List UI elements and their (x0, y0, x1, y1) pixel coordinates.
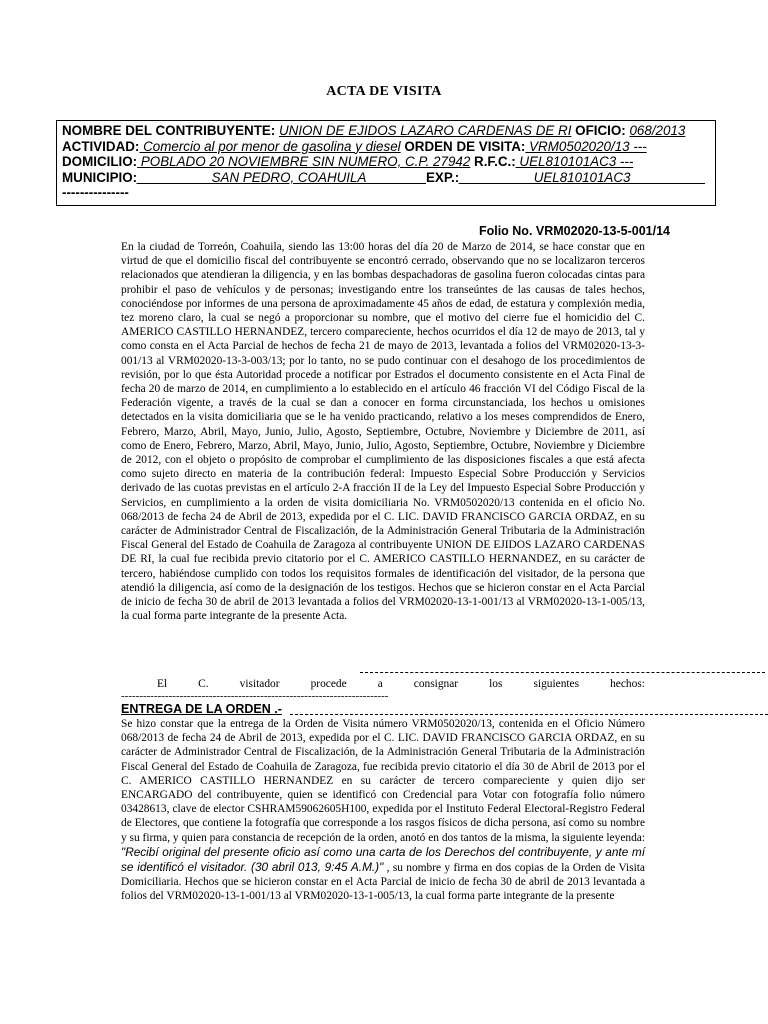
oficio-value: 068/2013 (629, 123, 686, 138)
orden-label: ORDEN DE VISITA: (404, 138, 526, 154)
visit-word: procede (310, 678, 347, 690)
rfc-value: UEL810101AC3 --- (515, 154, 634, 170)
dash-filler-1 (360, 672, 765, 674)
exp-value: __________UEL810101AC3__________ (459, 169, 705, 185)
paragraph-2-continuation: , su nombre y firma en dos copias de la Orden de Visita Domiciliaria. Hechos que se hicieron constar en el Acta Parcial de inicio de fecha 30 de abril de 2013 levantada a folios del VRM02020-13-1-001/13 al VRM02020-13-1-005/13, la cual forma parte integrante de la presente (121, 862, 645, 903)
trailing-dashes: --------------- (62, 185, 129, 201)
municipio-label: MUNICIPIO: (62, 169, 138, 185)
visit-word: consignar (413, 678, 459, 690)
rfc-label: R.F.C.: (474, 154, 516, 170)
paragraph-1: En la ciudad de Torreón, Coahuila, siendo las 13:00 horas del día 20 de Marzo de 2014, se hace constar que en virtud de que el domicilio fiscal del contribuyente se encontró cerrado, observando que no se localizaron terceros relacionados que atendieran la diligencia, y en las bombas despachadoras de gasolina fueron colocadas cintas para prohibir el paso de vehículos y de personas; investigando entre los transeúntes de las causas de tales hechos, conociéndose por informes de una persona de aproximadamente 45 años de edad, de estatura y complexión media, tez moreno claro, la cual se negó a proporcionar su nombre, que el motivo del cierre fue el homicidio del C. AMERICO CASTILLO HERNANDEZ, tercero compareciente, hechos ocurridos el día 12 de mayo de 2013, tal y como consta en el Acta Parcial de hechos de fecha 21 de mayo de 2013, levantada a folios del VRM02020-13-3-001/13 al VRM02020-13-3-003/13; por lo tanto, no se pudo continuar con el desahogo de los procedimientos de revisión, por lo que ésta Autoridad procede a notificar por Estrados el documento consistente en el Acta Final de fecha 20 de marzo de 2014, en cumplimiento a lo establecido en el artículo 46 fracción VI del Código Fiscal de la Federación vigente, a través de la cual se dan a conocer en forma circunstanciada, los hechos u omisiones detectados en la visita domiciliaria que se le ha venido practicando, relativo a los meses comprendidos de Enero, Febrero, Marzo, Abril, Mayo, Junio, Julio, Agosto, Septiembre, Octubre, Noviembre y Diciembre de 2011, así como de Enero, Febrero, Marzo, Abril, Mayo, Junio, Julio, Agosto, Septiembre, Octubre, Noviembre y Diciembre de 2012, con el objeto o propósito de comprobar el cumplimiento de las disposiciones fiscales a que está afecta como sujeto directo en materia de la contribución federal: Impuesto Especial Sobre Producción y Servicios derivado de las cuotas previstas en el artículo 2-A fracción II de la Ley del Impuesto Especial Sobre Producción y Servicios, en cumplimiento a la orden de visita domiciliaria No. VRM0502020/13 contenida en el oficio No. 068/2013 de fecha 24 de Abril de 2013, expedida por el C. LIC. DAVID FRANCISCO GARCIA ORDAZ, en su carácter de Administrador Central de Fiscalización, de la Administración General Tributaria de la Administración Fiscal General del Estado de Coahuila de Zaragoza al contribuyente UNION DE EJIDOS LAZARO CARDENAS DE RI, la cual fue recibida previo citatorio por el C. AMERICO CASTILLO HERNANDEZ, en su carácter de tercero, habiéndose cumplido con todos los requisitos formales de identificación del visitador, de la persona que atendió la diligencia, así como de la designación de los testigos. Hechos que se hicieron constar en el Acta Parcial de inicio de fecha 30 de abril de 2013 levantada a folios del VRM02020-13-1-001/13 al VRM02020-13-1-005/13, la cual forma parte integrante de la presente Acta. (121, 241, 645, 623)
visit-word: los (489, 678, 503, 690)
document-title: ACTA DE VISITA (326, 84, 442, 99)
municipality-row (62, 170, 710, 186)
paragraph-2-quote: "Recibí original del presente oficio así como una carta de los Derechos del contribuyente, y ante mí se identificó el visitador. (30 abril 013, 9:45 A.M.)" (121, 844, 645, 875)
dash-filler-2 (290, 714, 768, 716)
oficio-label: OFICIO: (575, 123, 626, 138)
visit-word: El (157, 678, 168, 690)
taxpayer-row (62, 123, 710, 139)
visit-word: a (377, 678, 383, 690)
actividad-label: ACTIVIDAD: (62, 138, 140, 154)
visit-line-dashes: ------------------------------------------------------------------------- (121, 690, 389, 702)
folio-number: Folio No. VRM02020-13-5-001/14 (478, 224, 670, 238)
visit-word: hechos: (610, 678, 645, 690)
contribuyente-value: UNION DE EJIDOS LAZARO CARDENAS DE RI (279, 123, 572, 138)
domicilio-label: DOMICILIO: (62, 154, 138, 170)
domicilio-value: POBLADO 20 NOVIEMBRE SIN NUMERO, C.P. 27942 (137, 154, 471, 170)
actividad-value: Comercio al por menor de gasolina y diesel (139, 138, 401, 154)
exp-label: EXP.: (425, 169, 460, 185)
address-row (62, 154, 710, 170)
section-title-entrega: ENTREGA DE LA ORDEN .- (121, 702, 282, 716)
visit-word: visitador (239, 678, 280, 690)
paragraph-2-text: Se hizo constar que la entrega de la Orden de Visita número VRM0502020/13, contenida en el Oficio Número 068/2013 de fecha 24 de Abril de 2013, expedida por el C. LIC. DAVID FRANCISCO GARCIA ORDAZ, en su carácter de Administrador Central de Fiscalización, de la Administración General Tributaria de la Administración Fiscal General del Estado de Coahuila de Zaragoza, fue recibida previo citatorio el día 30 de Abril de 2013 por el C. AMERICO CASTILLO HERNANDEZ en su carácter de tercero compareciente y quien dijo ser ENCARGADO del contribuyente, quien se identificó con Credencial para Votar con fotografía folio número 03428613, clave de elector CSHRAM59062605H100, expedida por el Instituto Federal Electoral-Registro Federal de Electores, que contiene la fotografía que corresponde a los rasgos físicos de dicha persona, así como su nombre y su firma, y quien para constancia de recepción de la orden, anotó en dos tantos de la misma, la siguiente leyenda: (121, 718, 645, 844)
visit-word: siguientes (533, 678, 580, 690)
main-paragraph (121, 240, 645, 623)
activity-row (62, 139, 710, 155)
visit-word: C. (198, 678, 209, 690)
orden-value: VRM0502020/13 --- (525, 138, 647, 154)
entrega-paragraph (121, 717, 645, 904)
contribuyente-label: NOMBRE DEL CONTRIBUYENTE: (62, 123, 276, 138)
municipio-value: __________SAN PEDRO, COAHUILA________ (137, 169, 426, 185)
taxpayer-info-box (56, 120, 716, 206)
